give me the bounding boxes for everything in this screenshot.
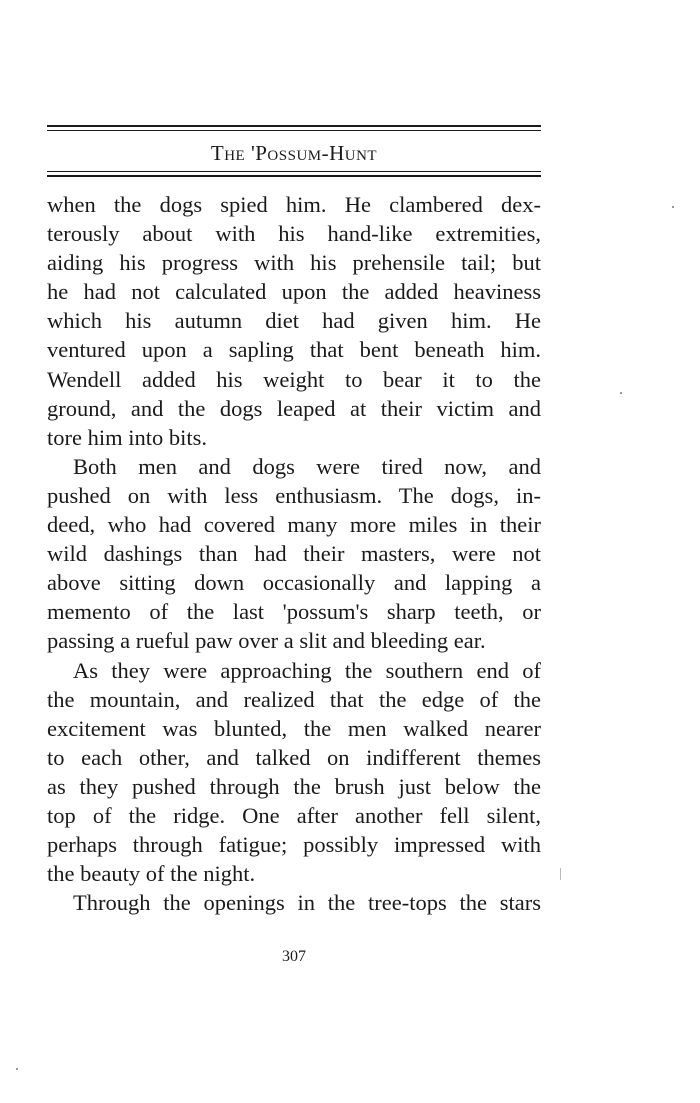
body-text xyxy=(47,190,541,917)
text-line: As they were approaching the southern end of xyxy=(73,657,541,683)
text-line: the mountain, and realized that the edge of the xyxy=(47,686,541,712)
text-line: deed, who had covered many more miles in their xyxy=(47,512,541,538)
text-line: Through the openings in the tree-tops the stars xyxy=(73,890,541,916)
text-line: excitement was blunted, the men walked nearer xyxy=(47,715,541,741)
text-line: perhaps through fatigue; possibly impressed with xyxy=(47,832,541,858)
text-line: passing a rueful paw over a slit and bleeding ear. xyxy=(47,628,486,654)
header-rule-top xyxy=(47,125,541,127)
text-line: wild dashings than had their masters, were not xyxy=(47,541,541,567)
page-number: 307 xyxy=(282,948,306,965)
text-line: aiding his progress with his prehensile tail; but xyxy=(47,250,541,276)
text-line: when the dogs spied him. He clambered dex- xyxy=(47,192,541,217)
text-line: memento of the last 'possum's sharp teeth, or xyxy=(47,599,541,625)
text-line: the beauty of the night. xyxy=(47,861,256,887)
text-line: which his autumn diet had given him. He xyxy=(47,308,541,334)
text-line: terously about with his hand-like extremities, xyxy=(47,221,541,247)
header-rule-top-inner xyxy=(47,130,541,131)
text-line: Both men and dogs were tired now, and xyxy=(73,453,541,479)
paper-speck xyxy=(560,868,561,880)
running-head: The 'Possum-Hunt xyxy=(210,141,378,165)
paper-speck xyxy=(620,392,622,394)
text-line: top of the ridge. One after another fell silent, xyxy=(47,802,541,828)
paper-speck xyxy=(16,1068,18,1070)
paper-speck xyxy=(672,206,674,208)
text-line: as they pushed through the brush just below the xyxy=(47,773,541,799)
text-line: above sitting down occasionally and lapping a xyxy=(47,570,541,596)
text-line: ventured upon a sapling that bent beneath him. xyxy=(47,337,541,363)
header-rule-bottom xyxy=(47,175,541,177)
text-line: ground, and the dogs leaped at their victim and xyxy=(47,395,541,421)
text-line: he had not calculated upon the added heaviness xyxy=(47,279,541,305)
text-line: pushed on with less enthusiasm. The dogs, in- xyxy=(47,482,541,508)
text-line: Wendell added his weight to bear it to the xyxy=(47,366,541,392)
header-rule-bottom-inner xyxy=(47,171,541,172)
text-line: tore him into bits. xyxy=(47,424,207,450)
text-line: to each other, and talked on indifferent themes xyxy=(47,744,541,770)
